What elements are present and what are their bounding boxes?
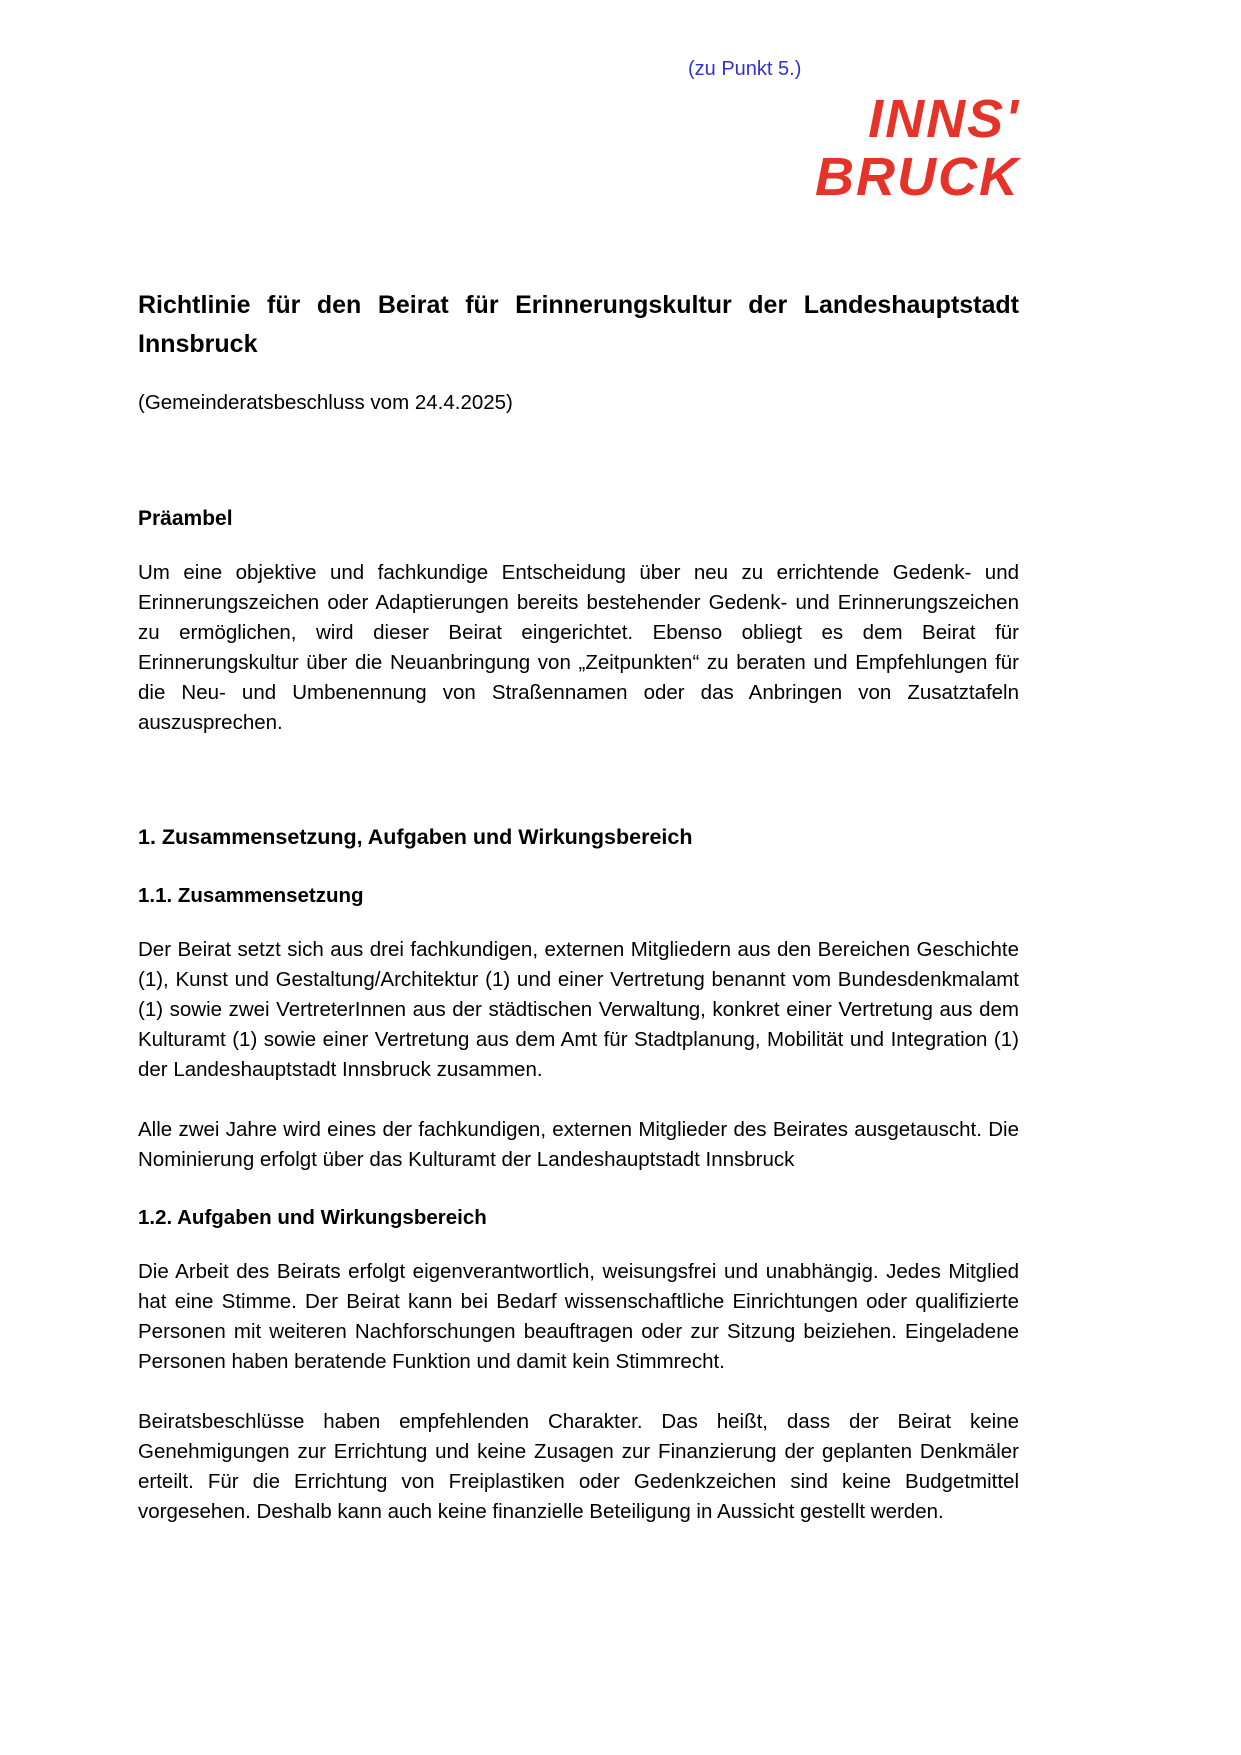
subsection-heading-1-1: 1.1. Zusammensetzung: [138, 884, 364, 907]
subsection-heading-1-2: 1.2. Aufgaben und Wirkungsbereich: [138, 1206, 487, 1229]
paragraph-praeambel: Um eine objektive und fachkundige Entscheidung über neu zu errichtende Gedenk- und Erinnerungszeichen oder Adaptierungen bereits bestehender Gedenk- und Erinnerungszeichen zu ermöglichen, wird dieser Beirat eingerichtet. Ebenso obliegt es dem Beirat für Erinnerungskultur über die Neuanbringung von „Zeitpunkten“ zu beraten und Empfehlungen für die Neu- und Umbenennung von Straßennamen oder das Anbringen von Zusatztafeln auszusprechen.: [138, 561, 1019, 734]
paragraph-1-1-b: Alle zwei Jahre wird eines der fachkundigen, externen Mitglieder des Beirates ausgetauscht. Die Nominierung erfolgt über das Kulturamt der Landeshauptstadt Innsbruck: [138, 1118, 1019, 1171]
paragraph-1-2-b: Beiratsbeschlüsse haben empfehlenden Charakter. Das heißt, dass der Beirat keine Genehmigungen zur Errichtung und keine Zusagen zur Finanzierung der geplanten Denkmäler erteilt. Für die Errichtung von Freiplastiken oder Gedenkzeichen sind keine Budgetmittel vorgesehen. Deshalb kann auch keine finanzielle Beteiligung in Aussicht gestellt werden.: [138, 1410, 1019, 1523]
logo-line-2: BRUCK: [815, 147, 1020, 207]
section-heading-praeambel: Präambel: [138, 507, 233, 530]
logo-line-1: INNS': [868, 89, 1020, 149]
paragraph-1-2-a: Die Arbeit des Beirats erfolgt eigenverantwortlich, weisungsfrei und unabhängig. Jedes Mitglied hat eine Stimme. Der Beirat kann bei Bedarf wissenschaftliche Einrichtungen oder qualifizierte Personen mit weiteren Nachforschungen beauftragen oder zur Sitzung beiziehen. Eingeladene Personen haben beratende Funktion und damit kein Stimmrecht.: [138, 1260, 1019, 1373]
paragraph-1-1-a: Der Beirat setzt sich aus drei fachkundigen, externen Mitgliedern aus den Bereichen Geschichte (1), Kunst und Gestaltung/Architektur (1) und einer Vertretung benannt vom Bundesdenkmalamt (1) sowie zwei VertreterInnen aus der städtischen Verwaltung, konkret einer Vertretung aus dem Kulturamt (1) sowie einer Vertretung aus dem Amt für Stadtplanung, Mobilität und Integration (1) der Landeshauptstadt Innsbruck zusammen.: [138, 938, 1019, 1081]
document-subtitle: (Gemeinderatsbeschluss vom 24.4.2025): [138, 391, 513, 414]
section-heading-1: 1. Zusammensetzung, Aufgaben und Wirkungsbereich: [138, 825, 693, 849]
document-title: Richtlinie für den Beirat für Erinnerungskultur der Landeshauptstadt Innsbruck: [138, 291, 1019, 358]
reference-note: (zu Punkt 5.): [688, 58, 802, 80]
document-body: [0, 286, 1241, 1527]
innsbruck-logo: [815, 90, 1020, 206]
